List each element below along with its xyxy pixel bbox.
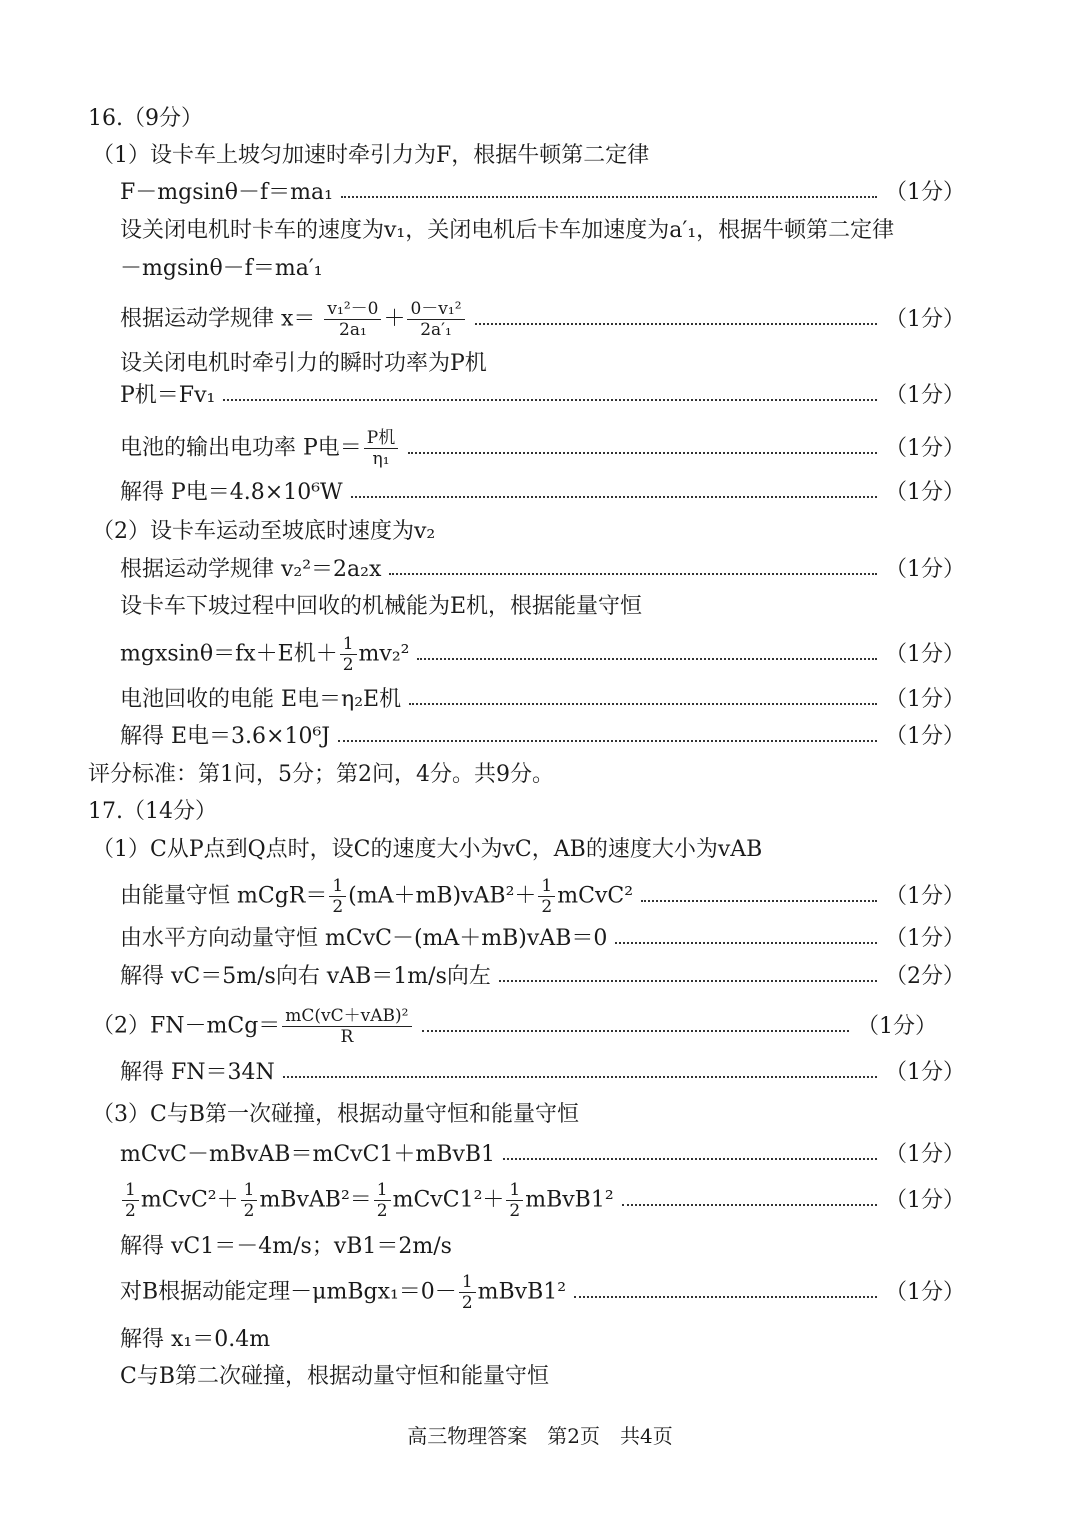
fraction: $\frac{1}{2}$ — [459, 1272, 476, 1313]
q16-part2-intro: （2）设卡车运动至坡底时速度为v₂ — [92, 519, 436, 544]
q16-text4: 设关闭电机时牵引力的瞬时功率为P机 — [120, 351, 487, 376]
q17-eq1: 由能量守恒 mCgR＝ $\frac{1}{2}$ (mA＋mB)vAB²＋ $\frac{1}{2}$ mCvC² （1分） — [120, 876, 965, 917]
q16-eq7: 根据运动学规律 v₂²＝2a₂x （1分） — [120, 557, 965, 582]
q17-eq2: 由水平方向动量守恒 mCvC－(mA＋mB)vAB＝0 （1分） — [120, 926, 965, 951]
q17-eq10: 解得 x₁＝0.4m — [120, 1327, 271, 1352]
q17-part1-intro: （1）C从P点到Q点时，设C的速度大小为vC，AB的速度大小为vAB — [92, 837, 763, 862]
q16-eq9: 电池回收的电能 E电＝η₂E机 （1分） — [120, 687, 965, 712]
fraction: $\frac{1}{2}$ — [374, 1180, 391, 1221]
q16-eq2: －mgsinθ－f＝ma′₁ — [120, 256, 323, 281]
fraction: $\frac{1}{2}$ — [122, 1180, 139, 1221]
fraction: $\frac{1}{2}$ — [538, 876, 555, 917]
fraction: mC(vC＋vAB)² R — [282, 1006, 411, 1047]
q16-eq3: 根据运动学规律 x＝ $\frac{\text{v₁²－0}}{\text{2a₁}}$ ＋ $\frac{\text{0－v₁²}}{\text{2a′₁}}$ （1分） — [120, 299, 965, 340]
q17-eq8: 解得 vC1＝－4m/s；vB1＝2m/s — [120, 1234, 452, 1259]
fraction: $\frac{\text{v₁²－0}}{\text{2a₁}}$ — [324, 299, 381, 340]
fraction: $\frac{1}{2}$ — [506, 1180, 523, 1221]
q16-eq4: P机＝Fv₁ （1分） — [120, 383, 965, 408]
q16-text2: 设关闭电机时卡车的速度为v₁，关闭电机后卡车加速度为a′₁，根据牛顿第二定律 — [120, 218, 895, 243]
q16-eq6: 解得 P电＝4.8×10⁶W （1分） — [120, 480, 965, 505]
q17-eq5: 解得 FN＝34N （1分） — [120, 1060, 965, 1085]
fraction: $\frac{1}{2}$ — [329, 876, 346, 917]
q16-header: 16.（9分） — [88, 106, 203, 131]
q17-eq7: $\frac{1}{2}$ mCvC²＋ $\frac{1}{2}$ mBvAB²＝ $\frac{1}{2}$ mCvC1²＋ $\frac{1}{2}$ mBvB1² （1分） — [120, 1180, 965, 1221]
q16-eq1: F－mgsinθ－f＝ma₁ （1分） — [120, 180, 965, 205]
fraction: P机 η₁ — [364, 428, 398, 469]
q16-part1-intro: （1）设卡车上坡匀加速时牵引力为F，根据牛顿第二定律 — [92, 143, 650, 168]
q16-text8: 设卡车下坡过程中回收的机械能为E机，根据能量守恒 — [120, 594, 643, 619]
fraction: $\frac{1}{2}$ — [340, 634, 357, 675]
q16-eq5: 电池的输出电功率 P电＝ P机 η₁ （1分） — [120, 428, 965, 469]
q16-eq10: 解得 E电＝3.6×10⁶J （1分） — [120, 724, 965, 749]
fraction: $\frac{1}{2}$ — [241, 1180, 258, 1221]
q16-scoring: 评分标准：第1问，5分；第2问，4分。共9分。 — [88, 762, 554, 787]
q17-eq4: （2）FN－mCg＝ mC(vC＋vAB)² R （1分） — [92, 1006, 937, 1047]
fraction: $\frac{\text{0－v₁²}}{\text{2a′₁}}$ — [407, 299, 464, 340]
q17-eq6: mCvC－mBvAB＝mCvC1＋mBvB1 （1分） — [120, 1142, 965, 1167]
page-footer: 高三物理答案 第2页 共4页 — [407, 1424, 673, 1448]
q17-header: 17.（14分） — [88, 799, 217, 824]
q17-part3-intro: （3）C与B第一次碰撞，根据动量守恒和能量守恒 — [92, 1102, 579, 1127]
q16-eq8: mgxsinθ＝fx＋E机＋ $\frac{1}{2}$ mv₂² （1分） — [120, 634, 965, 675]
q17-text11: C与B第二次碰撞，根据动量守恒和能量守恒 — [120, 1364, 550, 1389]
q17-eq3: 解得 vC＝5m/s向右 vAB＝1m/s向左 （2分） — [120, 964, 965, 989]
q17-eq9: 对B根据动能定理－μmBgx₁＝0－ $\frac{1}{2}$ mBvB1² （1分） — [120, 1272, 965, 1313]
